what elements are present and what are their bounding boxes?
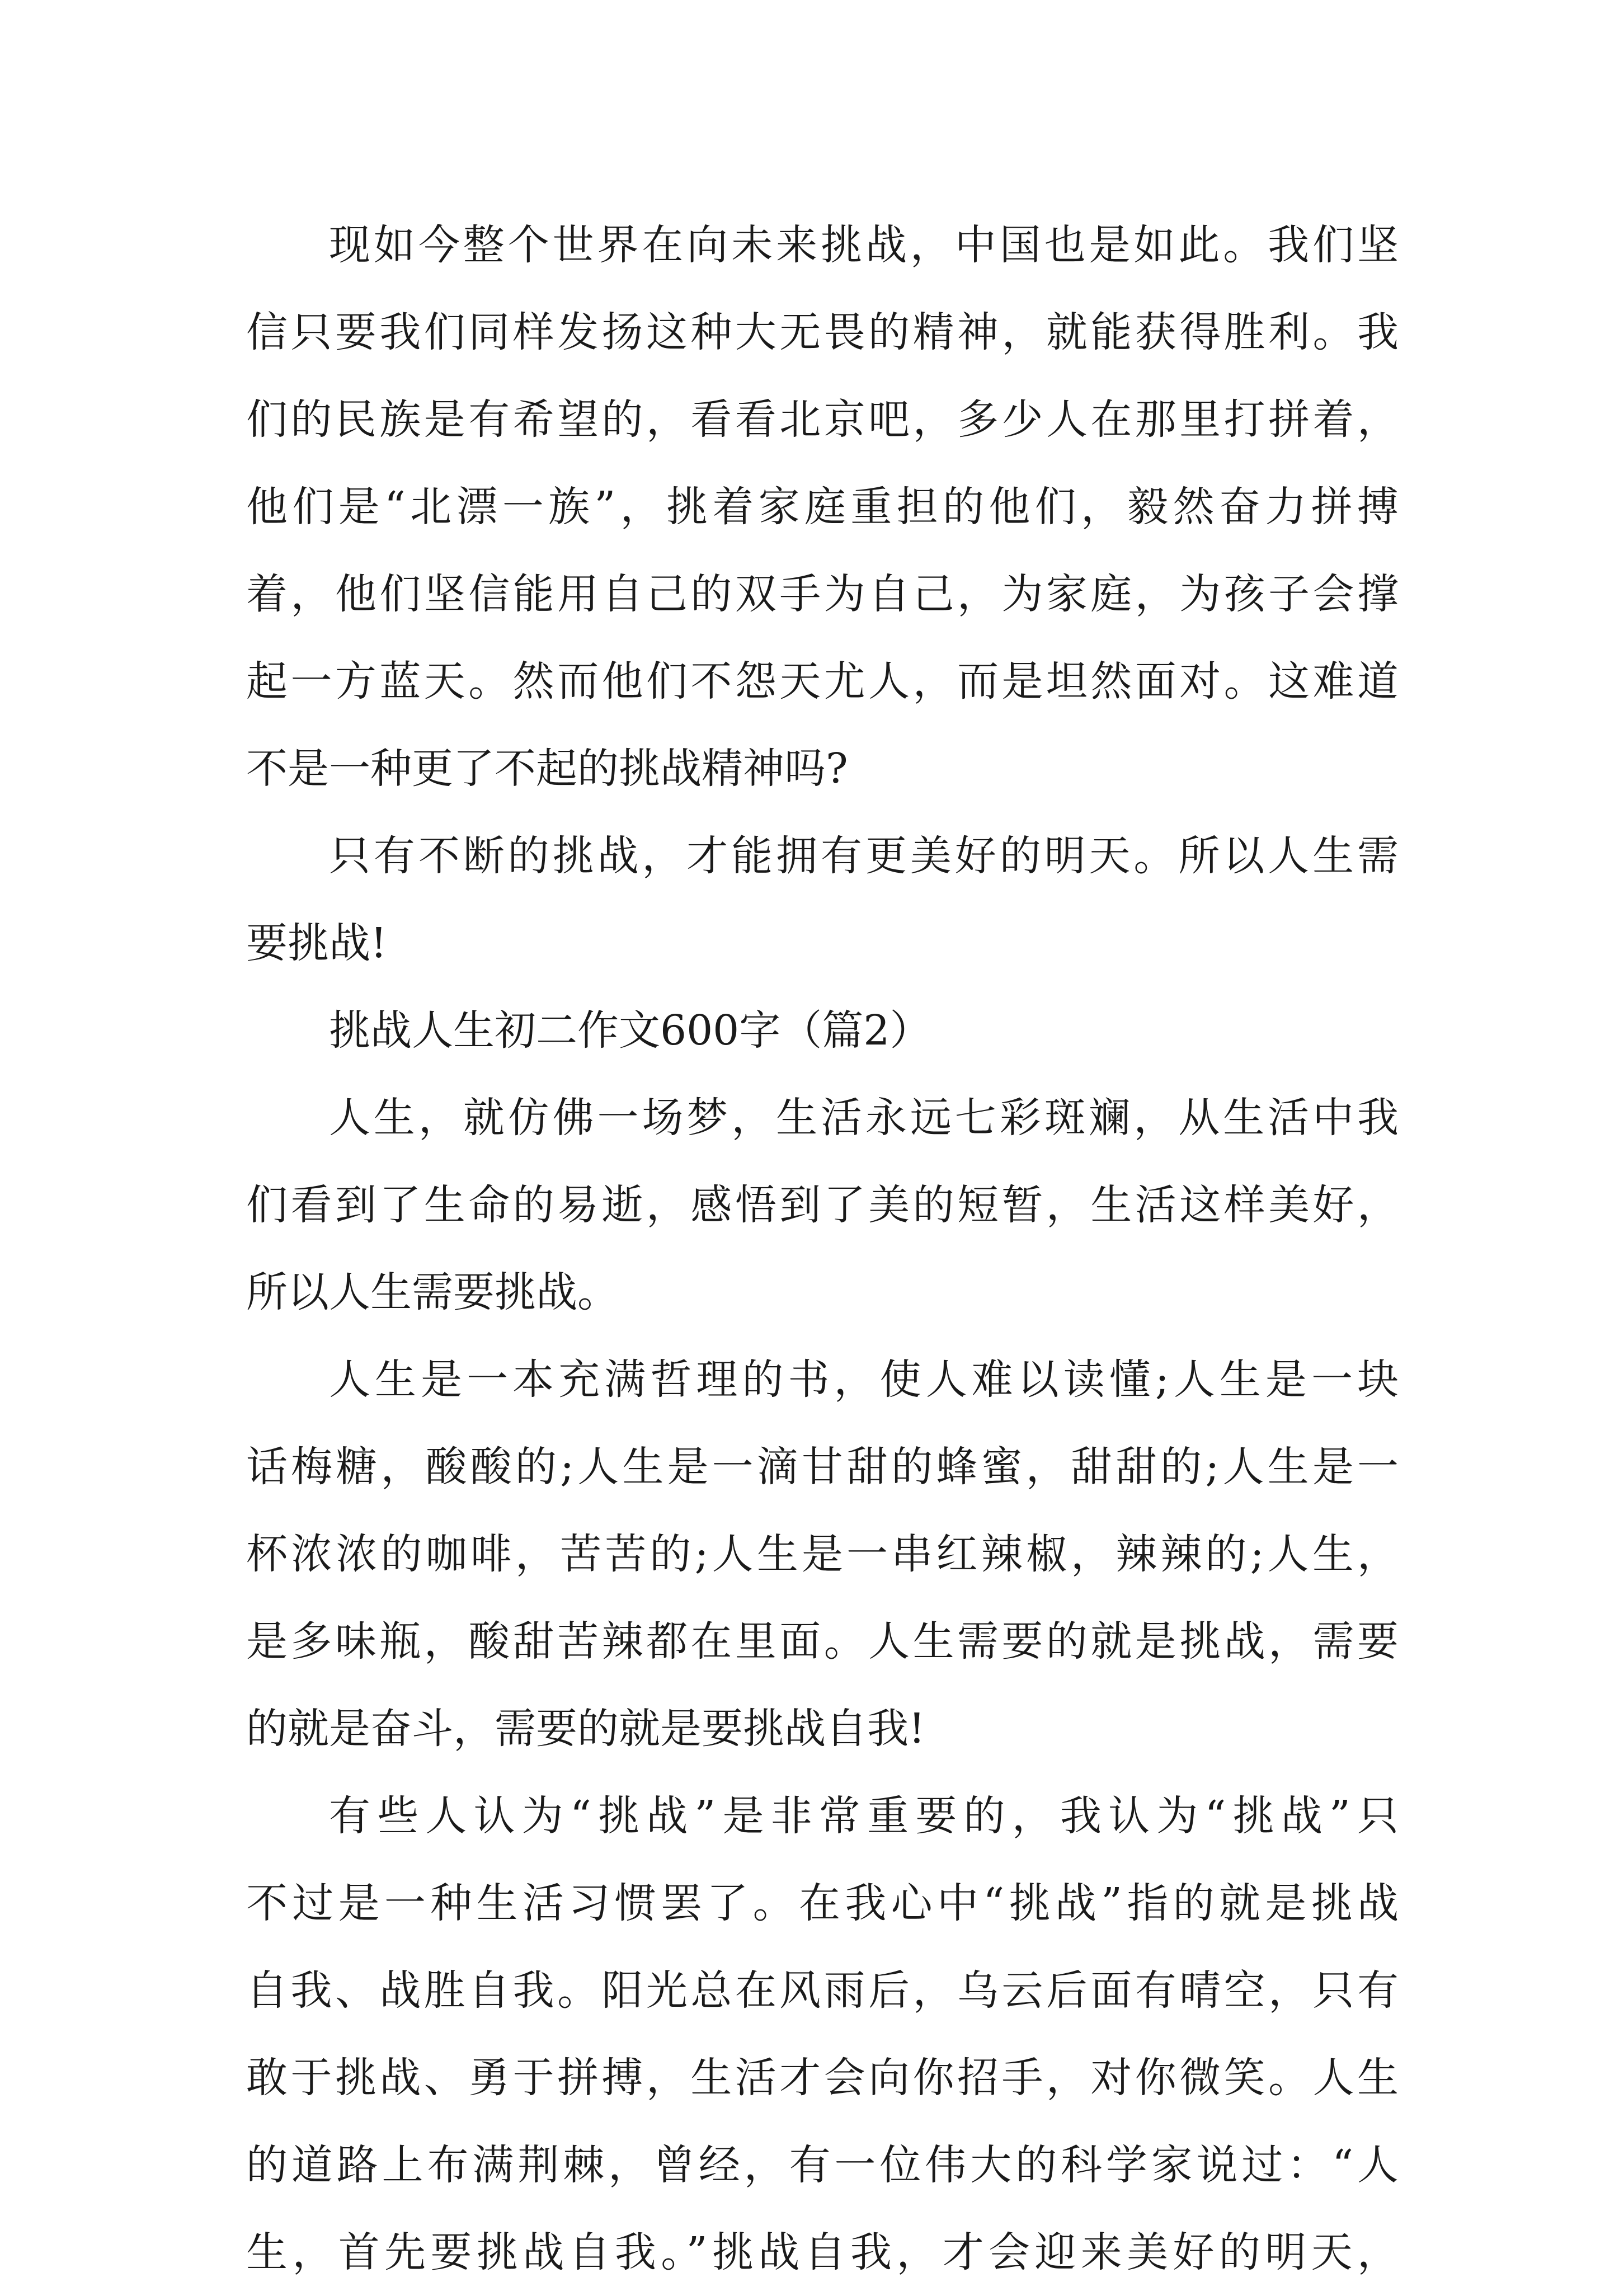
text-line: 现如今整个世界在向未来挑战，中国也是如此。我们坚 [329, 221, 1399, 269]
text-line: 要挑战! [246, 919, 387, 967]
text-line: 起一方蓝天。然而他们不怨天尤人，而是坦然面对。这难道 [246, 657, 1399, 705]
text-line: 敢于挑战、勇于拼搏，生活才会向你招手，对你微笑。人生 [246, 2054, 1399, 2102]
text-line: 只有不断的挑战，才能拥有更美好的明天。所以人生需 [329, 832, 1399, 880]
text-line: 不过是一种生活习惯罢了。在我心中“挑战”指的就是挑战 [246, 1879, 1399, 1927]
document-body [246, 201, 1399, 2296]
text-line: 话梅糖，酸酸的;人生是一滴甘甜的蜂蜜，甜甜的;人生是一 [246, 1443, 1399, 1491]
text-line: 信只要我们同样发扬这种大无畏的精神，就能获得胜利。我 [246, 308, 1399, 356]
text-line: 们的民族是有希望的，看看北京吧，多少人在那里打拼着， [246, 396, 1399, 444]
text-line: 有些人认为“挑战”是非常重要的，我认为“挑战”只 [329, 1792, 1399, 1840]
text-line: 着，他们坚信能用自己的双手为自己，为家庭，为孩子会撑 [246, 570, 1399, 618]
text-line: 不是一种更了不起的挑战精神吗? [246, 745, 848, 793]
section-heading: 挑战人生初二作文600字（篇2） [329, 1006, 931, 1055]
text-line: 是多味瓶，酸甜苦辣都在里面。人生需要的就是挑战，需要 [246, 1617, 1399, 1665]
text-line: 的就是奋斗，需要的就是要挑战自我! [246, 1705, 925, 1753]
text-line: 的道路上布满荆棘，曾经，有一位伟大的科学家说过：“人 [246, 2141, 1399, 2189]
text-line: 生，首先要挑战自我。”挑战自我，才会迎来美好的明天， [246, 2228, 1399, 2276]
text-line: 自我、战胜自我。阳光总在风雨后，乌云后面有晴空，只有 [246, 1966, 1399, 2015]
text-line: 人生是一本充满哲理的书，使人难以读懂;人生是一块 [329, 1356, 1399, 1404]
text-line: 们看到了生命的易逝，感悟到了美的短暂，生活这样美好， [246, 1181, 1399, 1229]
text-line: 人生，就仿佛一场梦，生活永远七彩斑斓，从生活中我 [329, 1094, 1399, 1142]
text-line: 杯浓浓的咖啡，苦苦的;人生是一串红辣椒，辣辣的;人生， [246, 1530, 1399, 1578]
text-line: 他们是“北漂一族”，挑着家庭重担的他们，毅然奋力拼搏 [246, 483, 1399, 531]
text-line: 所以人生需要挑战。 [246, 1268, 619, 1316]
